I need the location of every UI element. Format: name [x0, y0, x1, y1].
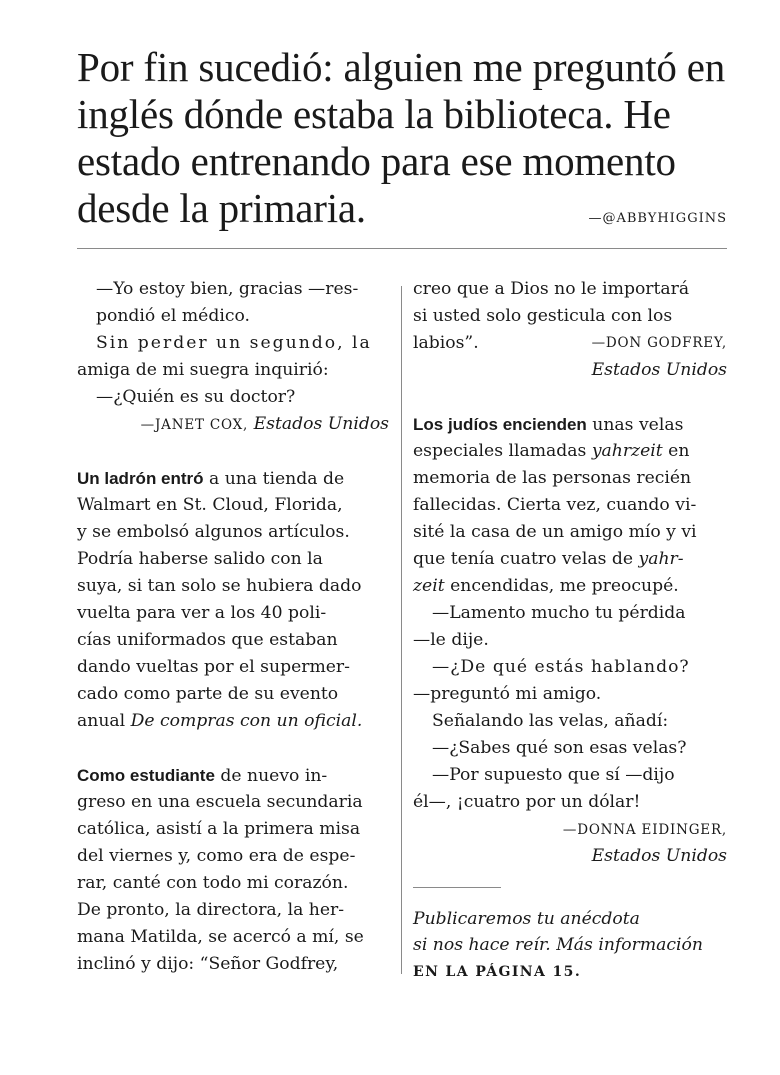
text-line: memoria de las personas recién [413, 468, 692, 488]
text-line: del viernes y, como era de espe- [77, 846, 356, 866]
anecdote-lead: Un ladrón entró [77, 469, 204, 488]
text-line: Un ladrón entró a una tienda de [77, 469, 345, 489]
text-line: —Yo estoy bien, gracias —res- [96, 279, 359, 299]
promo-line: si nos hace reír. Más información [413, 935, 703, 955]
left-column [77, 276, 389, 978]
quote-line: Por fin sucedió: alguien me preguntó en [77, 44, 726, 90]
quote-line: desde la primaria. [77, 185, 366, 231]
event-name: De compras con un oficial. [130, 711, 363, 731]
promo-line: Publicaremos tu anécdota [413, 909, 640, 929]
anecdote-lead: Los judíos encienden [413, 415, 587, 434]
anecdote-lead: Como estudiante [77, 766, 215, 785]
quote-attribution: —@ABBYHIGGINS [588, 211, 727, 226]
pull-quote [77, 44, 737, 242]
text-line: que tenía cuatro velas de yahr- [413, 549, 684, 569]
text-line: vuelta para ver a los 40 poli- [77, 603, 327, 623]
text-line [413, 357, 727, 384]
text-line: dando vueltas por el supermer- [77, 657, 350, 677]
author-name: —DONNA EIDINGER, [562, 822, 727, 838]
text-line: zeit encendidas, me preocupé. [413, 576, 679, 596]
text-line: —Lamento mucho tu pérdida [432, 603, 686, 623]
column-divider [401, 286, 402, 974]
text-line: Podría haberse salido con la [77, 549, 323, 569]
quote-line: estado entrenando para ese momento [77, 138, 676, 184]
text-line: cado como parte de su evento [77, 684, 339, 704]
promo-divider [413, 887, 501, 888]
text-line: —¿Sabes qué son esas velas? [432, 738, 687, 758]
text-line: greso en una escuela secundaria [77, 792, 363, 812]
text-line: especiales llamadas yahrzeit en [413, 441, 690, 461]
text-line: Señalando las velas, añadí: [432, 711, 669, 731]
text-line: Como estudiante de nuevo in- [77, 766, 328, 786]
text-line: amiga de mi suegra inquirió: [77, 360, 329, 380]
submission-promo [413, 906, 727, 984]
text-line: labios”. —DON GODFREY, [413, 330, 727, 357]
text-line [413, 843, 727, 870]
text-line: inclinó y dijo: “Señor Godfrey, [77, 954, 339, 974]
text-line: él—, ¡cuatro por un dólar! [413, 792, 641, 812]
text-line: Walmart en St. Cloud, Florida, [77, 495, 343, 515]
text-line: y se embolsó algunos artículos. [77, 522, 350, 542]
text-line: suya, si tan solo se hubiera dado [77, 576, 362, 596]
text-line: fallecidas. Cierta vez, cuando vi- [413, 495, 697, 515]
author-country: Estados Unidos [591, 846, 727, 866]
text-line: mana Matilda, se acercó a mí, se [77, 927, 364, 947]
promo-page-reference[interactable]: EN LA PÁGINA 15. [413, 964, 582, 980]
author-country: Estados Unidos [591, 360, 727, 380]
text-line: —¿De qué estás hablando? [432, 657, 690, 677]
section-divider [77, 248, 727, 249]
text-line: —Por supuesto que sí —dijo [432, 765, 675, 785]
quote-line: inglés dónde estaba la biblioteca. He [77, 91, 671, 137]
text-line: Sin perder un segundo, la [96, 333, 372, 353]
author-name: —DON GODFREY, [591, 335, 727, 351]
text-line: rar, canté con todo mi corazón. [77, 873, 349, 893]
text-line: creo que a Dios no le importará [413, 279, 690, 299]
text-line: —¿Quién es su doctor? [96, 387, 296, 407]
anecdote-attribution [413, 816, 727, 843]
text-line: cías uniformados que estaban [77, 630, 338, 650]
text-line: —preguntó mi amigo. [413, 684, 602, 704]
text-line: De pronto, la directora, la her- [77, 900, 345, 920]
text-line: anual De compras con un oficial. [77, 711, 363, 731]
text-line: —le dije. [413, 630, 489, 650]
right-column [413, 276, 727, 984]
text-line: sité la casa de un amigo mío y vi [413, 522, 697, 542]
quote-line-last [77, 185, 727, 242]
text-line: Los judíos encienden unas velas [413, 415, 684, 435]
author-country: Estados Unidos [253, 414, 389, 434]
anecdote-attribution [77, 411, 389, 438]
text-line: si usted solo gesticula con los [413, 306, 673, 326]
text-line: católica, asistí a la primera misa [77, 819, 361, 839]
text-line: pondió el médico. [96, 306, 250, 326]
author-name: —JANET COX, [140, 417, 249, 433]
